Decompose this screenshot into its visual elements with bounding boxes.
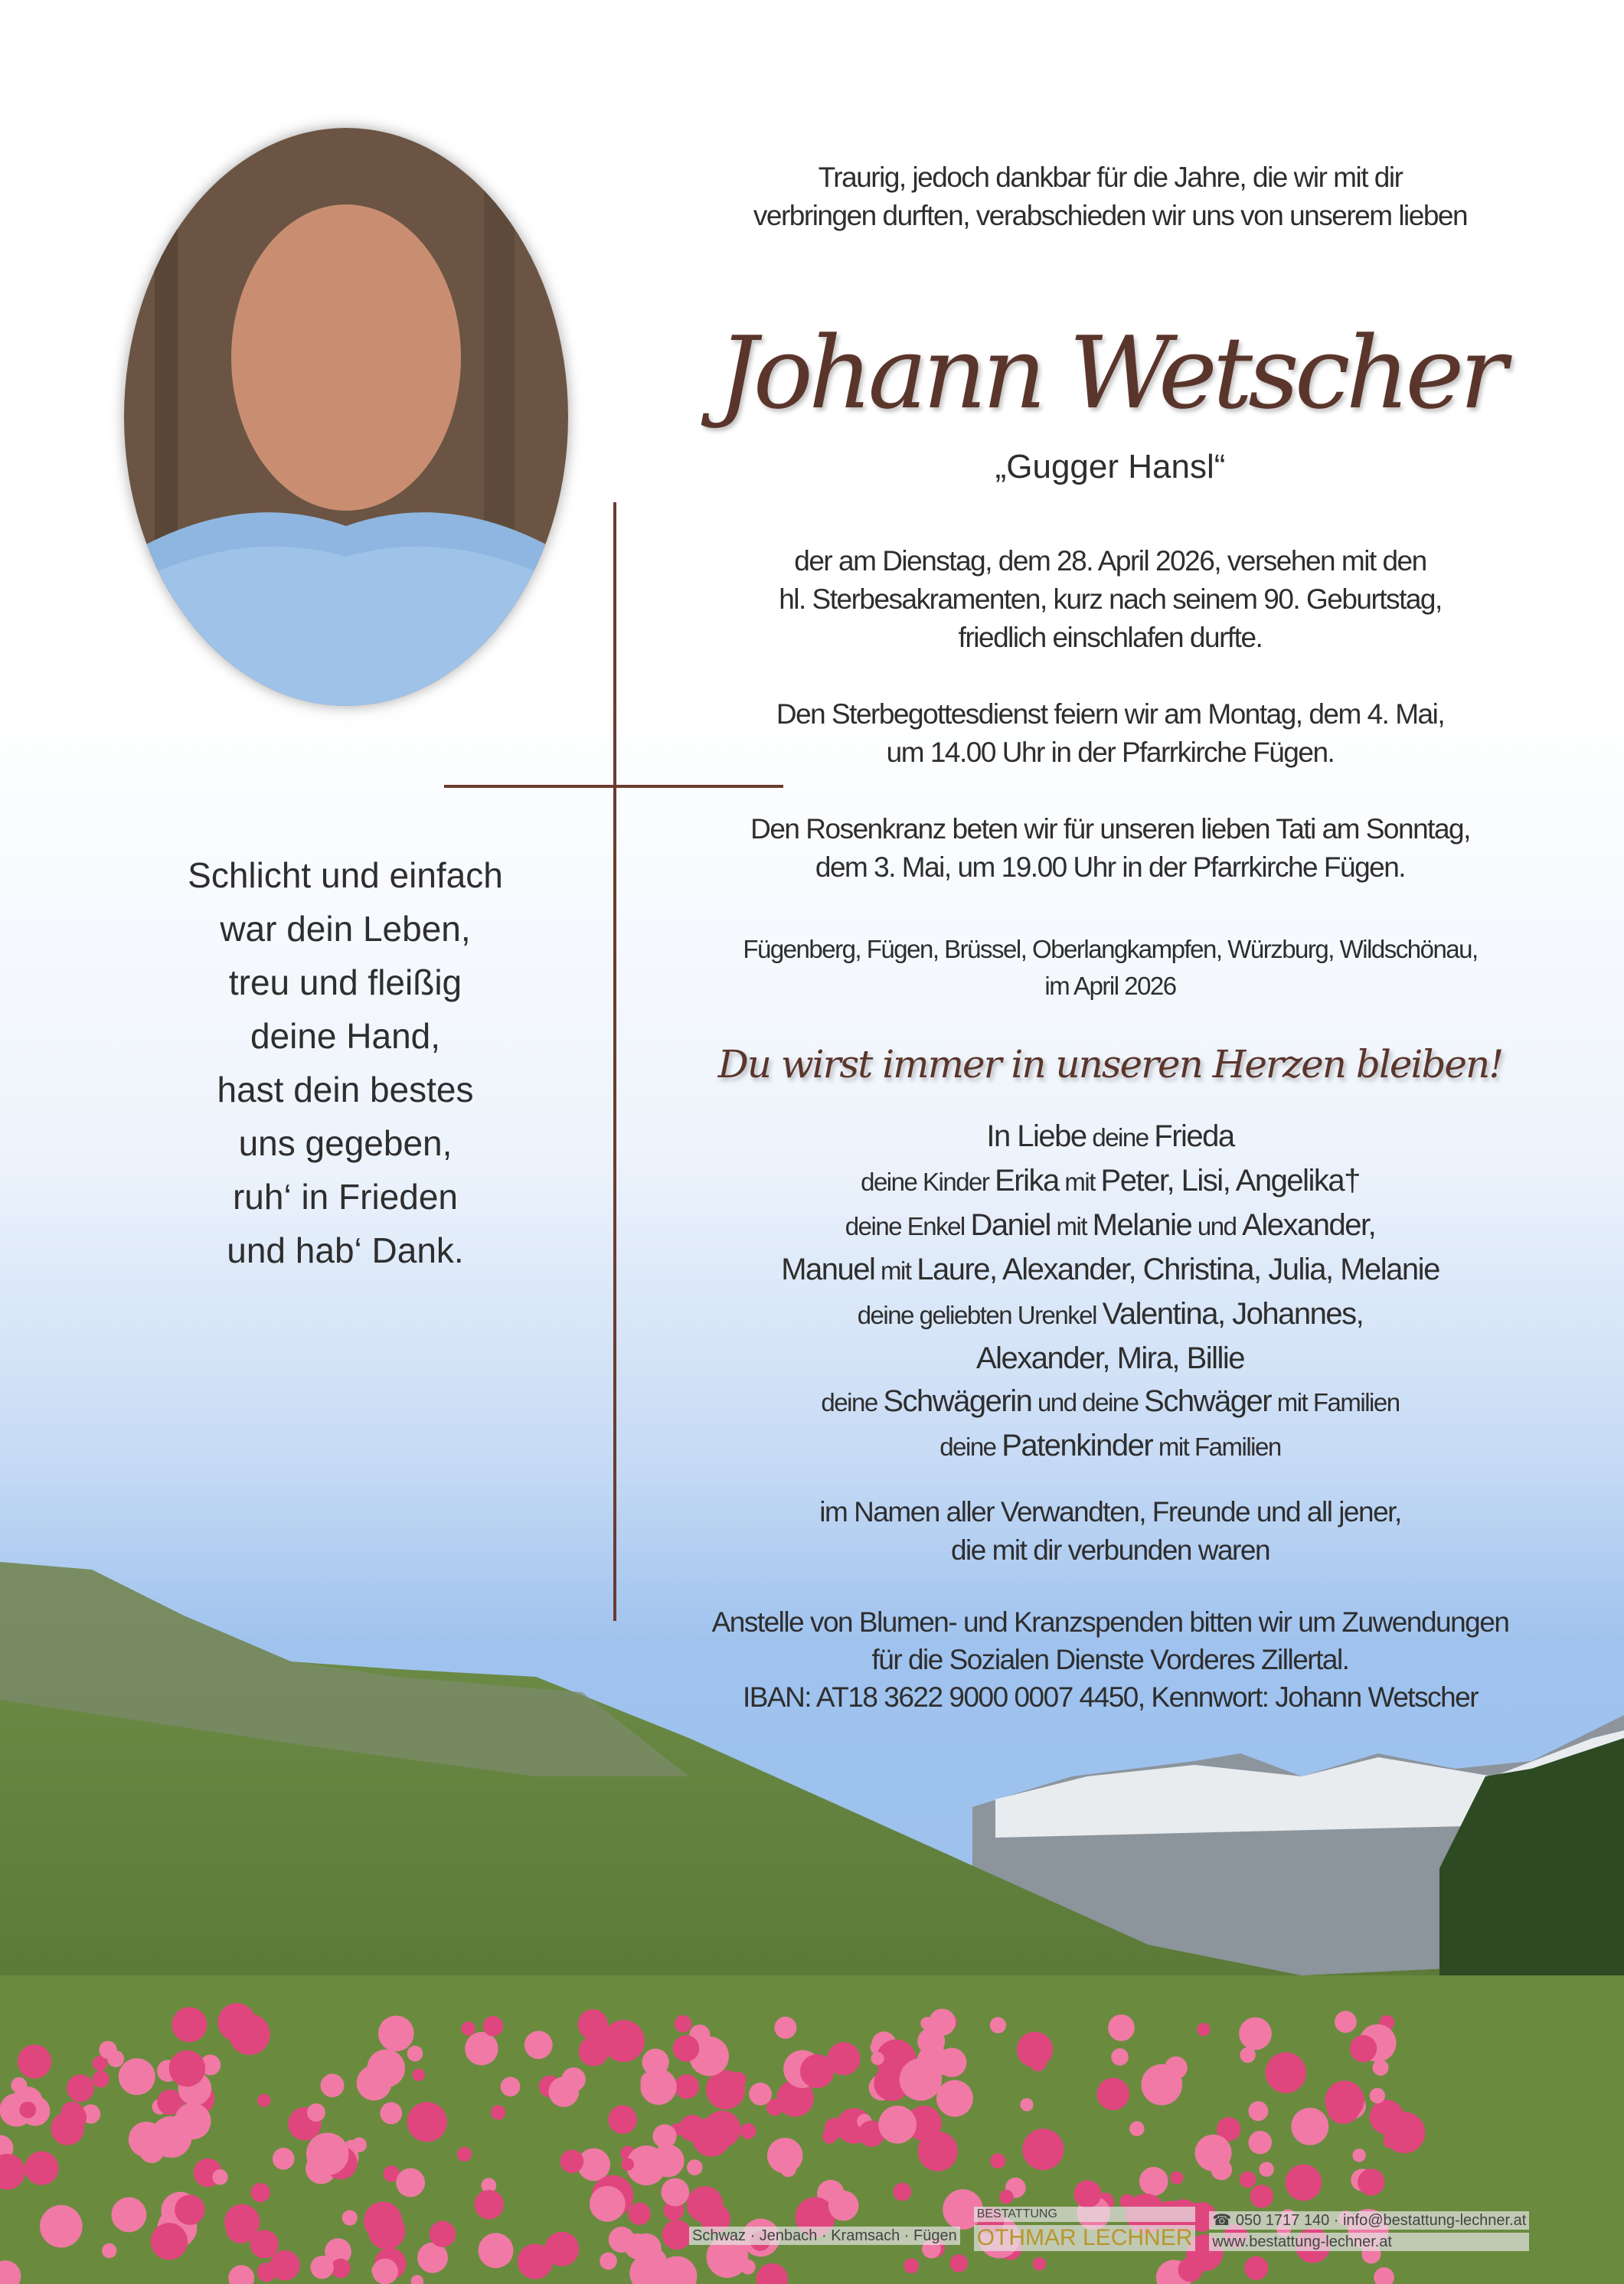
flower-blossom — [749, 2083, 772, 2106]
flower-blossom — [675, 2074, 699, 2099]
text-line: um 14.00 Uhr in der Pfarrkirche Fügen. — [886, 737, 1335, 768]
flower-blossom — [465, 2032, 498, 2065]
footer-contact-text: 050 1717 140 · info@bestattung-lechner.at — [1235, 2212, 1527, 2229]
poem-line: war dein Leben, — [220, 909, 471, 949]
flower-blossom — [270, 2250, 300, 2281]
flower-blossom — [1384, 2135, 1397, 2148]
flower-blossom — [1197, 2023, 1210, 2036]
flower-blossom — [250, 2230, 279, 2258]
text-line: im April 2026 — [1044, 972, 1176, 1000]
mourner-text: mit Familien — [1152, 1433, 1281, 1461]
funeral-home-footer — [689, 2207, 1529, 2251]
iban-line: IBAN: AT18 3622 9000 0007 4450, Kennwort: Johann Wetscher — [742, 1681, 1479, 1713]
mourner-text: Erika — [995, 1164, 1059, 1198]
flower-blossom — [1286, 2165, 1322, 2201]
flower-blossom — [175, 2194, 205, 2225]
flower-blossom — [169, 2050, 206, 2087]
flower-blossom — [1335, 2011, 1357, 2033]
flower-blossom — [621, 2158, 634, 2171]
flower-blossom — [999, 2190, 1013, 2204]
mourner-text: Melanie — [1092, 1208, 1192, 1242]
flower-blossom — [1195, 2135, 1232, 2171]
text-line: der am Dienstag, dem 28. April 2026, versehen mit den — [794, 545, 1426, 577]
flower-blossom — [306, 2132, 349, 2175]
mourner-text: Manuel — [781, 1253, 875, 1286]
mourner-text: und deine — [1031, 1388, 1145, 1416]
flower-blossom — [1033, 2257, 1046, 2270]
flower-blossom — [1170, 2171, 1183, 2184]
flower-blossom — [544, 2232, 579, 2266]
flower-blossom — [40, 2205, 83, 2248]
flower-blossom — [483, 2016, 503, 2036]
mourner-text: deine Kinder — [861, 1168, 995, 1196]
flower-blossom — [151, 2223, 188, 2259]
flower-blossom — [501, 2077, 521, 2096]
motto: Du wirst immer in unseren Herzen bleiben! — [717, 1042, 1503, 1086]
intro-text — [658, 158, 1562, 235]
flower-blossom — [900, 2058, 942, 2100]
flower-blossom — [60, 2102, 83, 2125]
flower-blossom — [251, 2183, 270, 2202]
mourner-text: und — [1191, 1212, 1243, 1240]
footer-company-label: BESTATTUNG — [974, 2207, 1196, 2222]
flower-blossom — [93, 2070, 109, 2087]
flower-blossom — [871, 2052, 884, 2065]
flower-blossom — [1240, 2047, 1255, 2063]
flower-blossom — [590, 2186, 626, 2222]
flower-blossom — [119, 2058, 155, 2095]
flower-blossom — [430, 2221, 456, 2247]
intro-line: verbringen durften, verabschieden wir uns von unserem lieben — [753, 200, 1468, 231]
flower-blossom — [1358, 2168, 1384, 2195]
flower-blossom — [635, 2246, 667, 2279]
flower-blossom — [257, 2094, 270, 2107]
flower-blossom — [628, 2202, 651, 2225]
flower-blossom — [11, 2077, 27, 2093]
mourner-text: Patenkinder — [1002, 1429, 1153, 1462]
flower-blossom — [936, 2080, 973, 2117]
mourner-text: deine — [1086, 1123, 1155, 1152]
flower-blossom — [372, 2259, 398, 2284]
mourner-text: Peter, Lisi, Angelika† — [1100, 1164, 1360, 1198]
flower-blossom — [172, 2007, 207, 2042]
flower-blossom — [1239, 2018, 1272, 2050]
flower-blossom — [549, 2077, 580, 2107]
mourner-text: mit — [1058, 1168, 1101, 1196]
flower-blossom — [524, 2031, 553, 2059]
flower-blossom — [578, 2009, 608, 2039]
mourners-list — [658, 1115, 1562, 1469]
mourner-line — [658, 1159, 1562, 1204]
poem-line: deine Hand, — [250, 1016, 441, 1056]
text-line: im Namen aller Verwandten, Freunde und all jener, — [819, 1496, 1401, 1528]
flower-blossom — [491, 2105, 505, 2119]
flower-blossom — [1020, 2098, 1033, 2111]
flower-blossom — [475, 2190, 504, 2219]
flower-blossom — [652, 2124, 676, 2148]
flower-blossom — [407, 2102, 447, 2142]
flower-blossom — [990, 2153, 1005, 2168]
flower-blossom — [102, 2243, 116, 2258]
flower-blossom — [342, 2210, 358, 2225]
mourner-text: Alexander, — [1242, 1208, 1376, 1242]
flower-blossom — [212, 2169, 227, 2184]
text-line: Den Rosenkranz beten wir für unseren lieben Tati am Sonntag, — [750, 813, 1470, 845]
flower-blossom — [378, 2015, 414, 2051]
flower-blossom — [894, 2183, 912, 2201]
flower-blossom — [1139, 2167, 1168, 2196]
text-line: für die Sozialen Dienste Vorderes Zillertal. — [871, 1644, 1349, 1675]
mourner-text: mit — [874, 1256, 917, 1285]
flower-blossom — [1141, 2064, 1182, 2106]
flower-blossom — [413, 2069, 425, 2081]
poem-line: Schlicht und einfach — [188, 855, 503, 895]
relatives-text — [658, 1493, 1562, 1570]
portrait-photo — [124, 128, 568, 706]
flower-blossom — [560, 2150, 584, 2174]
flower-blossom — [1327, 2090, 1361, 2124]
mourner-text: Schwäger — [1144, 1384, 1272, 1418]
flower-blossom — [800, 2054, 834, 2088]
poem-line: treu und fleißig — [228, 962, 462, 1002]
flower-blossom — [129, 2122, 164, 2157]
death-announcement — [658, 542, 1562, 657]
mourner-line — [658, 1204, 1562, 1248]
phone-icon: ☎ — [1212, 2212, 1236, 2229]
mourner-text: Frieda — [1154, 1119, 1234, 1153]
poem-line: hast dein bestes — [217, 1070, 474, 1109]
flower-blossom — [1248, 2131, 1272, 2155]
flower-blossom — [1248, 2101, 1268, 2121]
flower-blossom — [675, 2015, 692, 2033]
flower-blossom — [479, 2233, 514, 2268]
flower-blossom — [1129, 2121, 1144, 2135]
flower-blossom — [822, 2129, 838, 2144]
footer-company-name: OTHMAR LECHNER — [974, 2225, 1196, 2251]
flower-blossom — [662, 2220, 692, 2250]
nickname: „Gugger Hansl“ — [995, 448, 1226, 485]
flower-blossom — [175, 2103, 211, 2139]
mourner-line — [658, 1337, 1562, 1380]
mourner-text: deine — [939, 1433, 1002, 1461]
mourner-text: deine geliebten Urenkel — [857, 1301, 1103, 1329]
flower-blossom — [1017, 2031, 1053, 2067]
text-line: Anstelle von Blumen- und Kranzspenden bitten wir um Zuwendungen — [711, 1606, 1509, 1638]
flower-blossom — [396, 2168, 425, 2197]
flower-blossom — [380, 2102, 402, 2124]
flower-blossom — [321, 2073, 345, 2097]
flower-blossom — [1370, 2088, 1385, 2103]
flower-blossom — [1022, 2129, 1064, 2170]
text-line: die mit dir verbunden waren — [950, 1534, 1270, 1566]
cross-vertical-bar — [613, 502, 616, 1621]
deceased-name: Johann Wetscher — [717, 315, 1503, 431]
text-line: Den Sterbegottesdienst feiern wir am Montag, dem 4. Mai, — [776, 698, 1445, 730]
mourner-text: mit — [1050, 1212, 1093, 1240]
flower-blossom — [904, 2259, 920, 2274]
flower-blossom — [1350, 2035, 1377, 2062]
flower-blossom — [1250, 2184, 1273, 2207]
flower-blossom — [704, 2111, 740, 2148]
mourner-text: Laure, Alexander, Christina, Julia, Melanie — [917, 1253, 1439, 1286]
mourner-text: Schwägerin — [883, 1384, 1032, 1418]
flower-blossom — [1291, 2108, 1328, 2145]
flower-blossom — [19, 2102, 36, 2119]
flower-blossom — [331, 2259, 351, 2279]
flower-blossom — [18, 2044, 51, 2078]
flower-blossom — [273, 2148, 295, 2170]
flower-blossom — [1373, 2060, 1389, 2076]
mourner-text: Alexander, Mira, Billie — [975, 1341, 1245, 1375]
mourner-text: In Liebe — [986, 1119, 1086, 1153]
mourner-line — [658, 1292, 1562, 1337]
flower-blossom — [878, 2106, 917, 2144]
mourner-text: mit Familien — [1271, 1388, 1400, 1416]
flower-blossom — [112, 2197, 147, 2233]
flower-blossom — [990, 2017, 1006, 2033]
flower-blossom — [929, 2008, 956, 2035]
flower-blossom — [661, 2178, 689, 2207]
flower-blossom — [774, 2017, 796, 2039]
flower-blossom — [461, 2021, 475, 2035]
mourner-text: deine Enkel — [845, 1212, 971, 1240]
text-line: hl. Sterbesakramenten, kurz nach seinem 90. Geburtstag, — [779, 583, 1442, 615]
flower-blossom — [1259, 2162, 1273, 2177]
flower-blossom — [25, 2152, 58, 2185]
flower-blossom — [950, 2254, 968, 2272]
funeral-service — [658, 695, 1562, 772]
flower-blossom — [310, 2256, 333, 2279]
text-line: friedlich einschlafen durfte. — [958, 622, 1263, 653]
flower-blossom — [673, 2035, 700, 2062]
flower-blossom — [217, 2003, 256, 2041]
flower-blossom — [407, 2046, 423, 2062]
poem-line: ruh‘ in Frieden — [232, 1177, 459, 1217]
text-line: Fügenberg, Fügen, Brüssel, Oberlangkampfen, Würzburg, Wildschönau, — [743, 935, 1478, 963]
flower-blossom — [368, 2213, 405, 2250]
flower-blossom — [706, 2070, 745, 2109]
flower-blossom — [679, 2115, 706, 2142]
announcement-column — [658, 158, 1562, 1716]
mourner-text: deine — [821, 1388, 884, 1416]
flower-blossom — [641, 2072, 660, 2091]
poem-line: und hab‘ Dank. — [227, 1230, 464, 1270]
flower-blossom — [608, 2105, 637, 2134]
flower-blossom — [1097, 2078, 1130, 2111]
flower-blossom — [1352, 2148, 1365, 2161]
flower-blossom — [99, 2041, 116, 2059]
mourner-line — [658, 1424, 1562, 1469]
rosary-info — [658, 810, 1562, 887]
donation-request — [658, 1603, 1562, 1716]
flower-blossom — [367, 2049, 405, 2087]
flower-blossom — [1073, 2181, 1101, 2208]
places-date — [658, 931, 1562, 1005]
mourner-line — [658, 1115, 1562, 1159]
flower-blossom — [652, 2145, 685, 2178]
footer-website[interactable]: www.bestattung-lechner.at — [1209, 2233, 1529, 2251]
flower-blossom — [1240, 2171, 1256, 2188]
flower-blossom — [600, 2253, 617, 2270]
flower-blossom — [740, 2123, 756, 2139]
flower-blossom — [687, 2159, 703, 2175]
poem-line: uns gegeben, — [238, 1123, 453, 1163]
flower-blossom — [1244, 2256, 1268, 2280]
mourner-text: Valentina, Johannes, — [1102, 1297, 1364, 1331]
flower-blossom — [767, 2138, 803, 2174]
mourner-text: Daniel — [970, 1208, 1051, 1242]
text-line: dem 3. Mai, um 19.00 Uhr in der Pfarrkirche Fügen. — [815, 851, 1406, 883]
mourner-line — [658, 1248, 1562, 1292]
flower-blossom — [307, 2103, 325, 2122]
flower-blossom — [1266, 2052, 1306, 2093]
poem — [153, 848, 538, 1277]
flower-blossom — [457, 2147, 472, 2161]
footer-locations: Schwaz · Jenbach · Kramsach · Fügen — [689, 2227, 960, 2245]
intro-line: Traurig, jedoch dankbar für die Jahre, die wir mit dir — [818, 162, 1403, 193]
mourner-line — [658, 1380, 1562, 1424]
flower-blossom — [1111, 2048, 1129, 2066]
flower-blossom — [67, 2074, 94, 2102]
flower-blossom — [1108, 2014, 1135, 2041]
footer-contact — [1209, 2211, 1529, 2230]
